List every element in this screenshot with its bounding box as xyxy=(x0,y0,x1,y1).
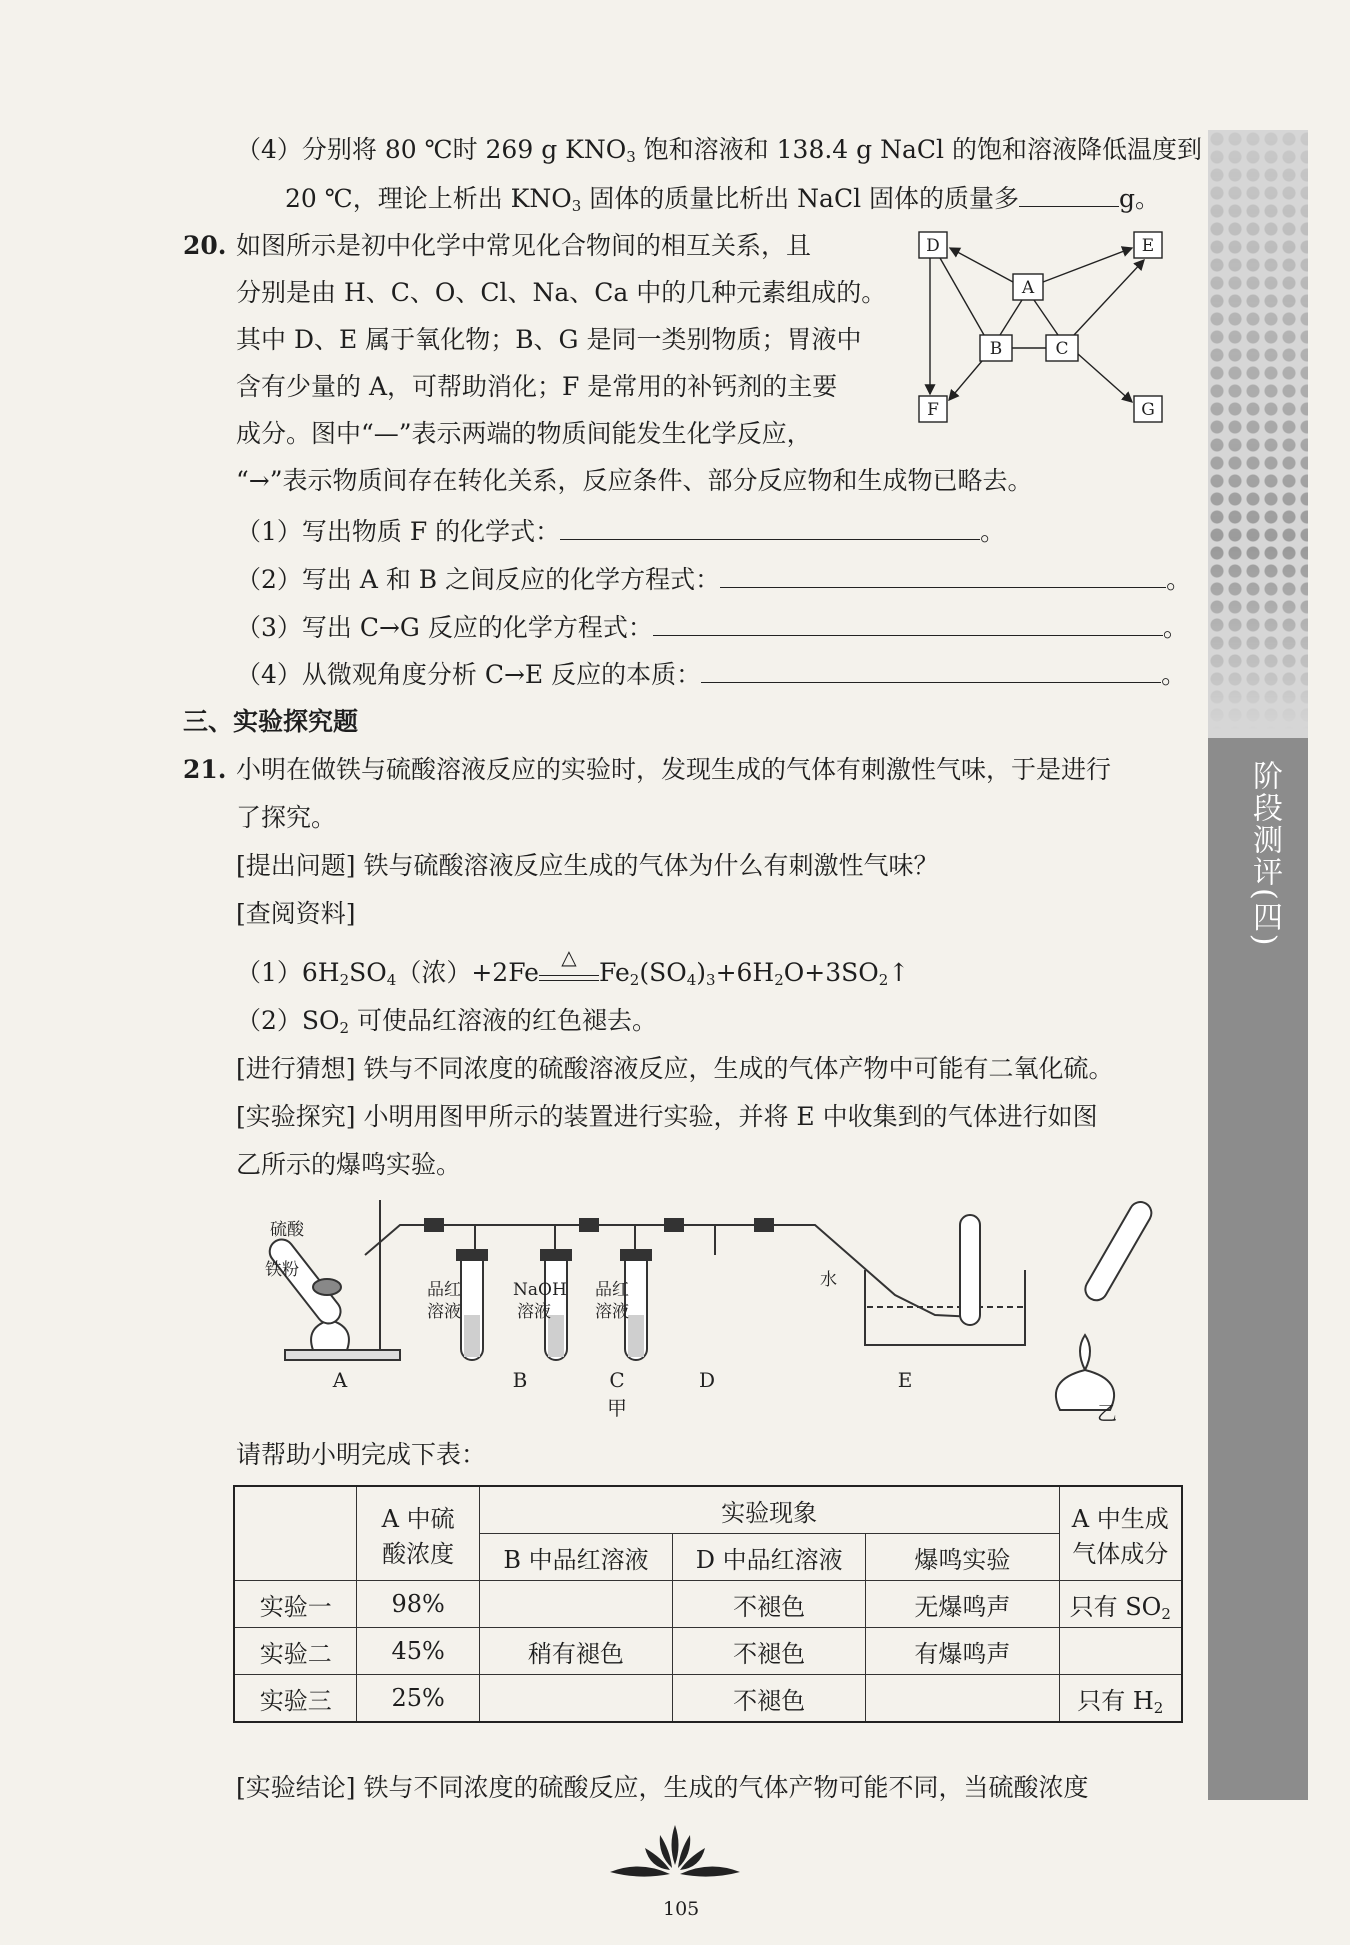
table-row: 实验一 98% 不褪色 无爆鸣声 只有 $SO_2$ xyxy=(234,1581,1182,1628)
q21-question: [提出问题] 铁与硫酸溶液反应生成的气体为什么有刺激性气味？ xyxy=(236,851,939,880)
footer-ornament-icon xyxy=(600,1820,750,1890)
node-G: G xyxy=(1141,400,1155,420)
q20-text-line: 分别是由 H、C、O、Cl、Na、Ca 中的几种元素组成的。 xyxy=(236,278,887,307)
results-table xyxy=(233,1485,1183,1723)
q20-number: 20. xyxy=(183,231,227,260)
answer-cell[interactable] xyxy=(479,1675,672,1723)
q21-material-title: [查阅资料] xyxy=(236,899,356,928)
label-B: B xyxy=(512,1368,528,1392)
header-pop: 爆鸣实验 xyxy=(866,1534,1059,1581)
answer-blank[interactable] xyxy=(560,513,980,540)
q20-text-line: 其中 D、E 属于氧化物；B、G 是同一类别物质；胃液中 xyxy=(236,325,862,354)
q20-sub3: （3）写出 C→G 反应的化学方程式： 。 xyxy=(236,609,1188,646)
q20-relation-diagram xyxy=(912,222,1182,427)
label-D: D xyxy=(698,1368,716,1392)
q21-fact2: $(2)SO_2$ 可使品红溶液的红色褪去。 xyxy=(236,1006,658,1037)
answer-cell[interactable] xyxy=(866,1675,1059,1723)
q21-number: 21. xyxy=(183,755,227,784)
label-d-sol: 品红 xyxy=(595,1280,629,1300)
q20-text-line: “→”表示物质间存在转化关系，反应条件、部分反应物和生成物已略去。 xyxy=(236,466,1033,495)
q21-explore: 乙所示的爆鸣实验。 xyxy=(236,1150,462,1179)
label-E: E xyxy=(897,1368,913,1392)
header-b: B 中品红溶液 xyxy=(479,1534,672,1581)
header-gas: A 中生成 气体成分 xyxy=(1059,1486,1182,1581)
q20-text-line: 含有少量的 A，可帮助消化；F 是常用的补钙剂的主要 xyxy=(236,372,838,401)
alcohol-lamp xyxy=(311,1320,349,1350)
header-d: D 中品红溶液 xyxy=(673,1534,866,1581)
q21-equation: $(1)6H_2SO_4$（浓）+2Fe △ $Fe_2(SO_4)_3+6H_2O+3SO_2↑$ xyxy=(236,945,910,989)
collection-tube xyxy=(960,1215,980,1325)
page-number: 105 xyxy=(663,1898,700,1920)
label-d-sol: 溶液 xyxy=(595,1302,629,1322)
q21-explore: [实验探究] 小明用图甲所示的装置进行实验，并将 E 中收集到的气体进行如图 xyxy=(236,1102,1098,1131)
figure-label-b: 乙 xyxy=(1097,1401,1117,1425)
q20-text-line: 成分。图中“—”表示两端的物质间能发生化学反应， xyxy=(236,419,812,448)
stand-base xyxy=(285,1350,400,1360)
q21-intro: 了探究。 xyxy=(236,803,337,832)
header-concentration: A 中硫 酸浓度 xyxy=(357,1486,479,1581)
label-c-sol: 溶液 xyxy=(517,1302,551,1322)
label-acid: 硫酸 xyxy=(270,1220,304,1240)
node-B: B xyxy=(989,339,1003,359)
apparatus-figure xyxy=(255,1195,1185,1425)
label-water: 水 xyxy=(820,1270,837,1290)
side-tab-dot-pattern xyxy=(1208,130,1308,730)
q20-text-line: 如图所示是初中化学中常见化合物间的相互关系，且 xyxy=(236,231,812,260)
answer-blank[interactable] xyxy=(1019,180,1119,207)
label-A: A xyxy=(332,1368,348,1392)
answer-blank[interactable] xyxy=(653,609,1163,636)
node-D: D xyxy=(926,236,940,256)
label-C: C xyxy=(609,1368,625,1392)
q20-sub2: （2）写出 A 和 B 之间反应的化学方程式： 。 xyxy=(236,561,1191,598)
header-phenomena: 实验现象 xyxy=(479,1486,1059,1534)
label-b-sol: 溶液 xyxy=(427,1302,461,1322)
q20-sub4: （4）从微观角度分析 C→E 反应的本质： 。 xyxy=(236,656,1186,693)
label-iron: 铁粉 xyxy=(265,1260,299,1280)
q20-sub1: （1）写出物质 F 的化学式： 。 xyxy=(236,513,1005,550)
side-tab-label: 阶段测评(四) xyxy=(1247,760,1282,948)
figure-label-a: 甲 xyxy=(607,1396,627,1420)
node-A: A xyxy=(1021,278,1035,298)
table-corner xyxy=(234,1486,357,1581)
q21-conclusion: [实验结论] 铁与不同浓度的硫酸反应，生成的气体产物可能不同，当硫酸浓度 xyxy=(236,1773,1089,1802)
answer-cell[interactable] xyxy=(479,1581,672,1628)
table-prompt: 请帮助小明完成下表： xyxy=(236,1440,487,1469)
q21-hypothesis: [进行猜想] 铁与不同浓度的硫酸溶液反应，生成的气体产物中可能有二氧化硫。 xyxy=(236,1054,1114,1083)
label-b-sol: 品红 xyxy=(427,1280,461,1300)
label-c-sol: NaOH xyxy=(513,1280,567,1300)
node-F: F xyxy=(927,400,939,420)
table-row: 实验三 25% 不褪色 只有 $H_2$ xyxy=(234,1675,1182,1723)
section-title: 三、实验探究题 xyxy=(183,707,359,736)
table-row: 实验二 45% 稍有褪色 不褪色 有爆鸣声 xyxy=(234,1628,1182,1675)
node-C: C xyxy=(1055,339,1069,359)
answer-cell[interactable] xyxy=(1059,1628,1182,1675)
answer-blank[interactable] xyxy=(720,561,1166,588)
q19-part4-line1: （4）分别将 80 ℃时 269 g $KNO_3$ 饱和溶液和 138.4 g NaCl 的饱和溶液降低温度到 xyxy=(236,135,1202,166)
q21-intro: 小明在做铁与硫酸溶液反应的实验时，发现生成的气体有刺激性气味，于是进行 xyxy=(236,755,1112,784)
node-E: E xyxy=(1141,236,1155,256)
answer-blank[interactable] xyxy=(701,656,1161,683)
q19-part4-line2: 20 ℃，理论上析出 $KNO_3$ 固体的质量比析出 NaCl 固体的质量多 g。 xyxy=(285,180,1160,217)
test-tube-b xyxy=(1081,1198,1155,1304)
